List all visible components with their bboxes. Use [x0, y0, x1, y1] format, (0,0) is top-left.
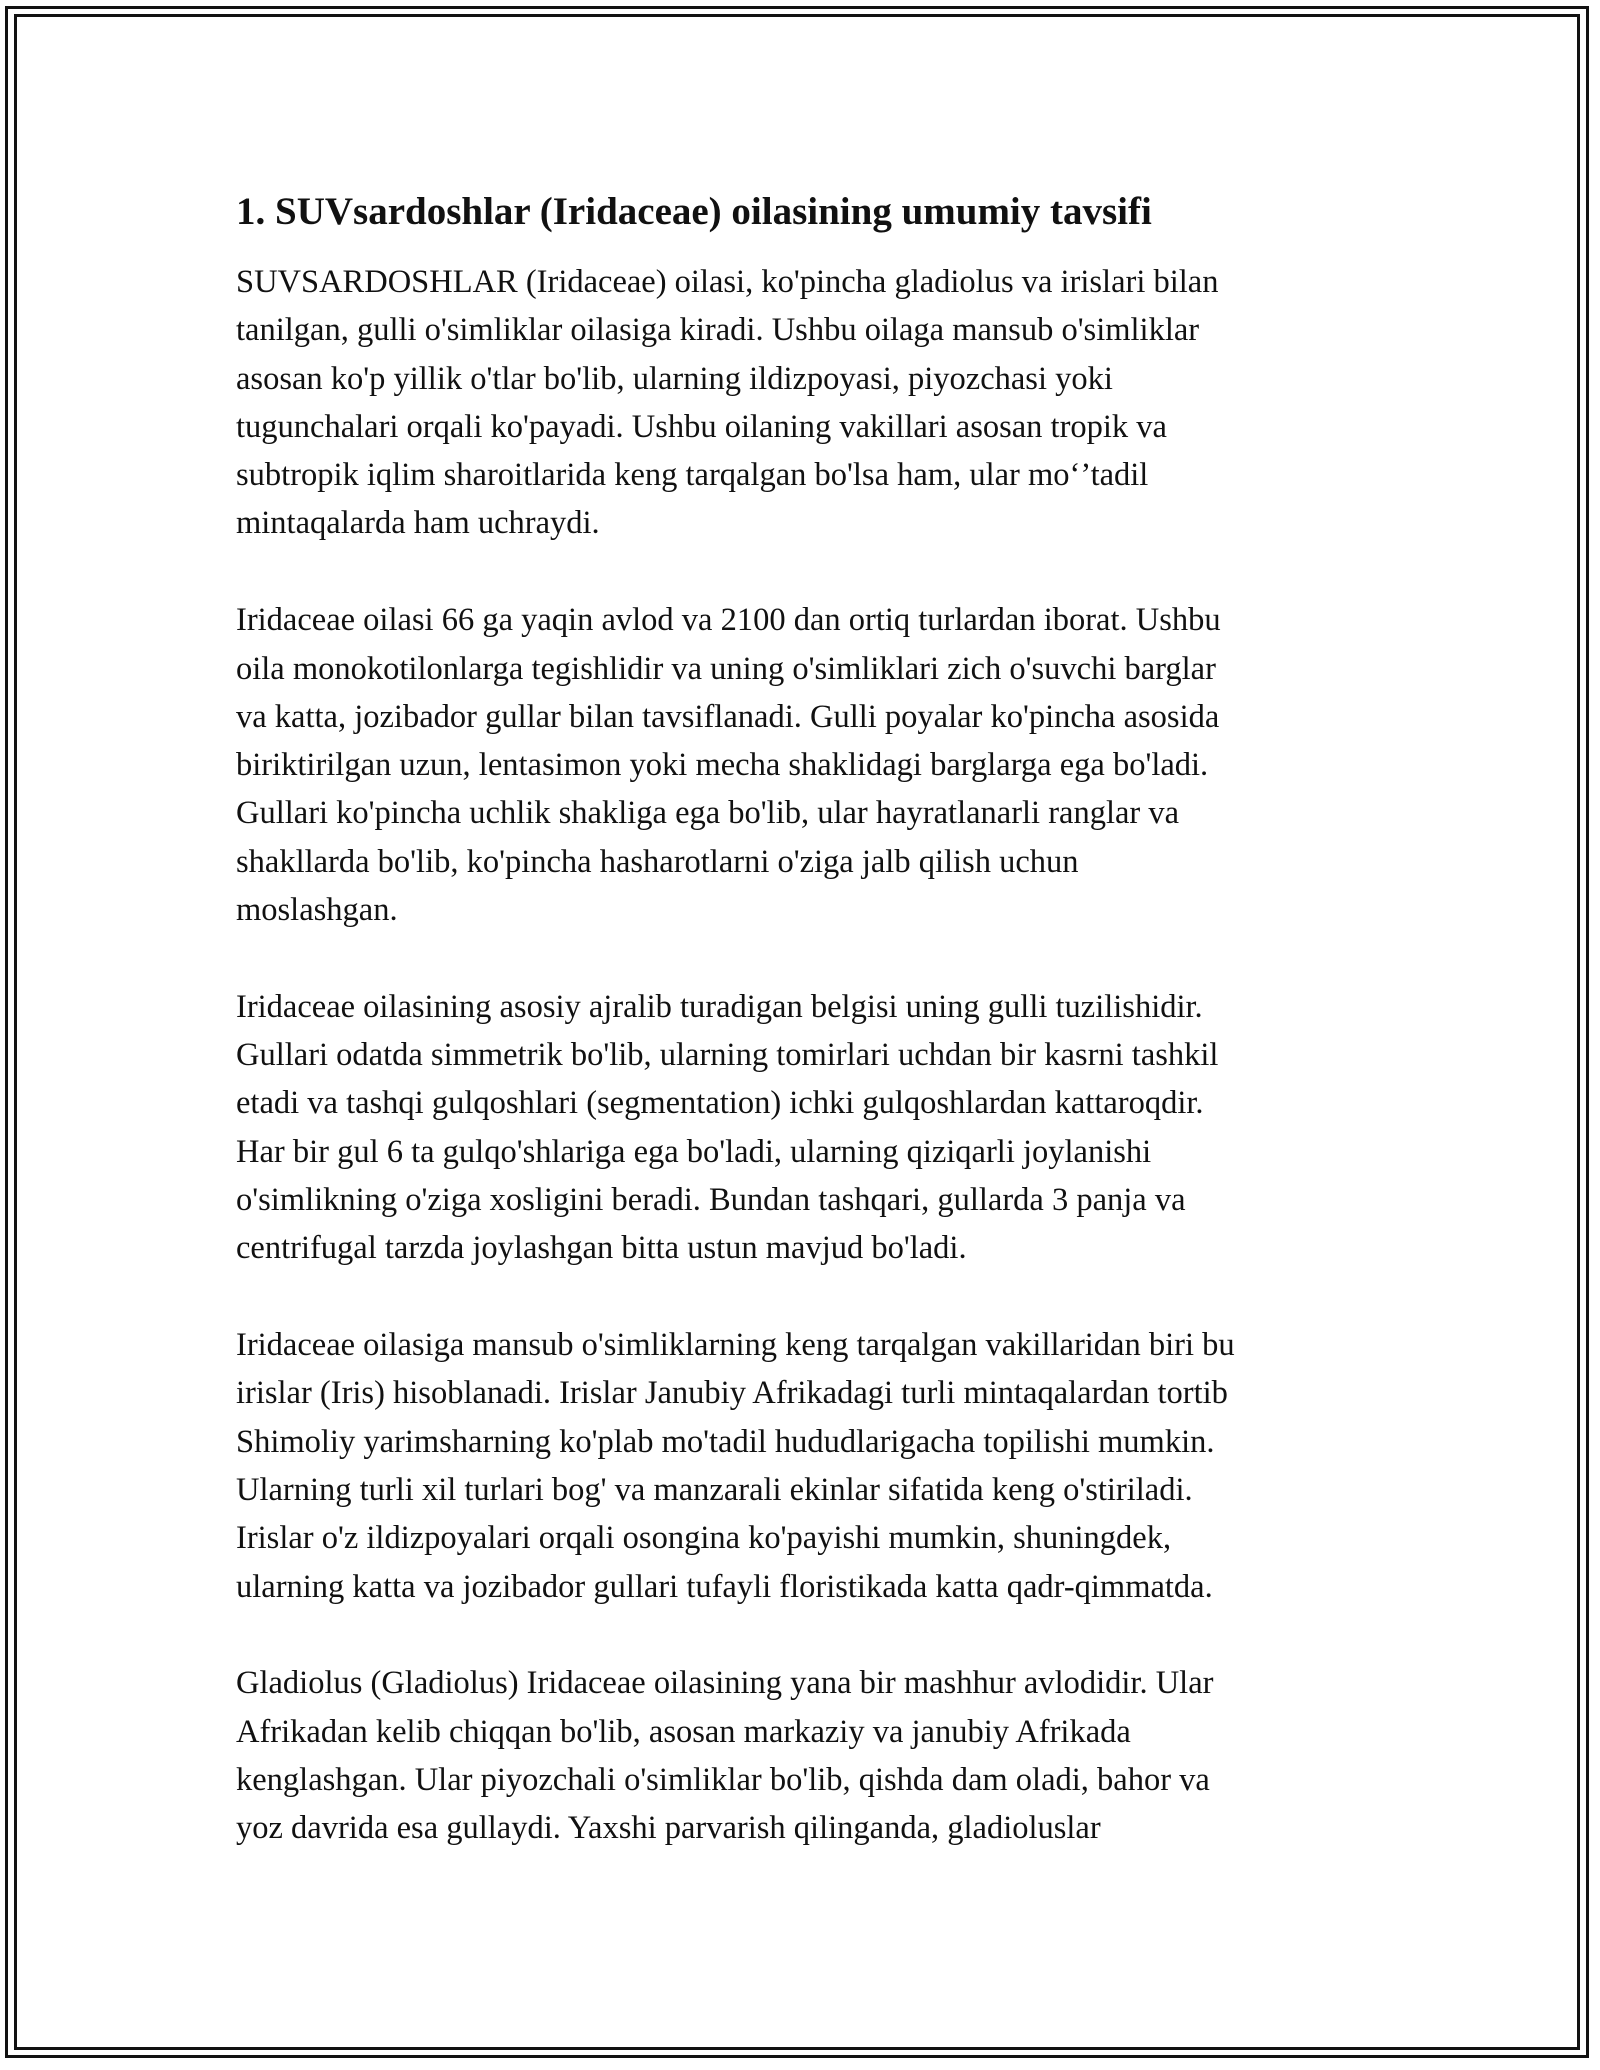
paragraph-1 — [236, 258, 1386, 548]
text-line: moslashgan. — [236, 892, 398, 929]
text-line: yoz davrida esa gullaydi. Yaxshi parvarish qilinganda, gladioluslar — [236, 1810, 1101, 1847]
text-line: Gullari ko'pincha uchlik shakliga ega bo'lib, ular hayratlanarli ranglar va — [236, 795, 1180, 832]
document-body — [236, 188, 1386, 1901]
text-line: tanilgan, gulli o'simliklar oilasiga kiradi. Ushbu oilaga mansub o'simliklar — [236, 312, 1200, 349]
text-line: asosan ko'p yillik o'tlar bo'lib, ularning ildizpoyasi, piyozchasi yoki — [236, 360, 1113, 397]
text-line: Gullari odatda simmetrik bo'lib, ularning tomirlari uchdan bir kasrni tashkil — [236, 1037, 1219, 1074]
text-line: Iridaceae oilasi 66 ga yaqin avlod va 2100 dan ortiq turlardan iborat. Ushbu — [236, 602, 1221, 639]
text-line: o'simlikning o'ziga xosligini beradi. Bundan tashqari, gullarda 3 panja va — [236, 1182, 1186, 1219]
text-line: etadi va tashqi gulqoshlari (segmentation) ichki gulqoshlardan kattaroqdir. — [236, 1085, 1204, 1122]
text-line: biriktirilgan uzun, lentasimon yoki mecha shaklidagi barglarga ega bo'ladi. — [236, 747, 1209, 784]
text-line: shakllarda bo'lib, ko'pincha hasharotlarni o'ziga jalb qilish uchun — [236, 843, 1079, 880]
text-line: Iridaceae oilasiga mansub o'simliklarning keng tarqalgan vakillaridan biri bu — [236, 1327, 1235, 1364]
text-line: tugunchalari orqali ko'payadi. Ushbu oilaning vakillari asosan tropik va — [236, 408, 1167, 445]
text-line: Gladiolus (Gladiolus) Iridaceae oilasining yana bir mashhur avlodidir. Ular — [236, 1665, 1214, 1702]
section-title: 1. SUVsardoshlar (Iridaceae) oilasining umumiy tavsifi — [236, 190, 1152, 233]
paragraph-2 — [236, 596, 1386, 934]
text-line: Iridaceae oilasining asosiy ajralib turadigan belgisi uning gulli tuzilishidir. — [236, 988, 1203, 1025]
text-line: Irislar o'z ildizpoyalari orqali osongina ko'payishi mumkin, shuningdek, — [236, 1520, 1172, 1557]
text-line: Shimoliy yarimsharning ko'plab mo'tadil hududlarigacha topilishi mumkin. — [236, 1423, 1215, 1460]
text-line: oila monokotilonlarga tegishlidir va uning o'simliklari zich o'suvchi barglar — [236, 650, 1216, 687]
paragraph-4 — [236, 1321, 1386, 1611]
text-line: kenglashgan. Ular piyozchali o'simliklar bo'lib, qishda dam oladi, bahor va — [236, 1762, 1210, 1799]
text-line: Afrikadan kelib chiqqan bo'lib, asosan markaziy va janubiy Afrikada — [236, 1713, 1131, 1750]
text-line: Har bir gul 6 ta gulqo'shlariga ega bo'ladi, ularning qiziqarli joylanishi — [236, 1133, 1152, 1170]
text-line: va katta, jozibador gullar bilan tavsiflanadi. Gulli poyalar ko'pincha asosida — [236, 698, 1220, 735]
paragraph-5 — [236, 1659, 1386, 1852]
text-line: irislar (Iris) hisoblanadi. Irislar Janubiy Afrikadagi turli mintaqalardan tortib — [236, 1375, 1228, 1412]
text-line: subtropik iqlim sharoitlarida keng tarqalgan bo'lsa ham, ular mo‘’tadil — [236, 457, 1149, 494]
text-line: ularning katta va jozibador gullari tufayli floristikada katta qadr-qimmatda. — [236, 1568, 1213, 1605]
paragraph-3 — [236, 983, 1386, 1273]
text-line: SUVSARDOSHLAR (Iridaceae) oilasi, ko'pincha gladiolus va irislari bilan — [236, 264, 1219, 300]
text-line: Ularning turli xil turlari bog' va manzarali ekinlar sifatida keng o'stiriladi. — [236, 1472, 1193, 1509]
text-line: centrifugal tarzda joylashgan bitta ustun mavjud bo'ladi. — [236, 1230, 967, 1267]
text-line: mintaqalarda ham uchraydi. — [236, 505, 600, 542]
